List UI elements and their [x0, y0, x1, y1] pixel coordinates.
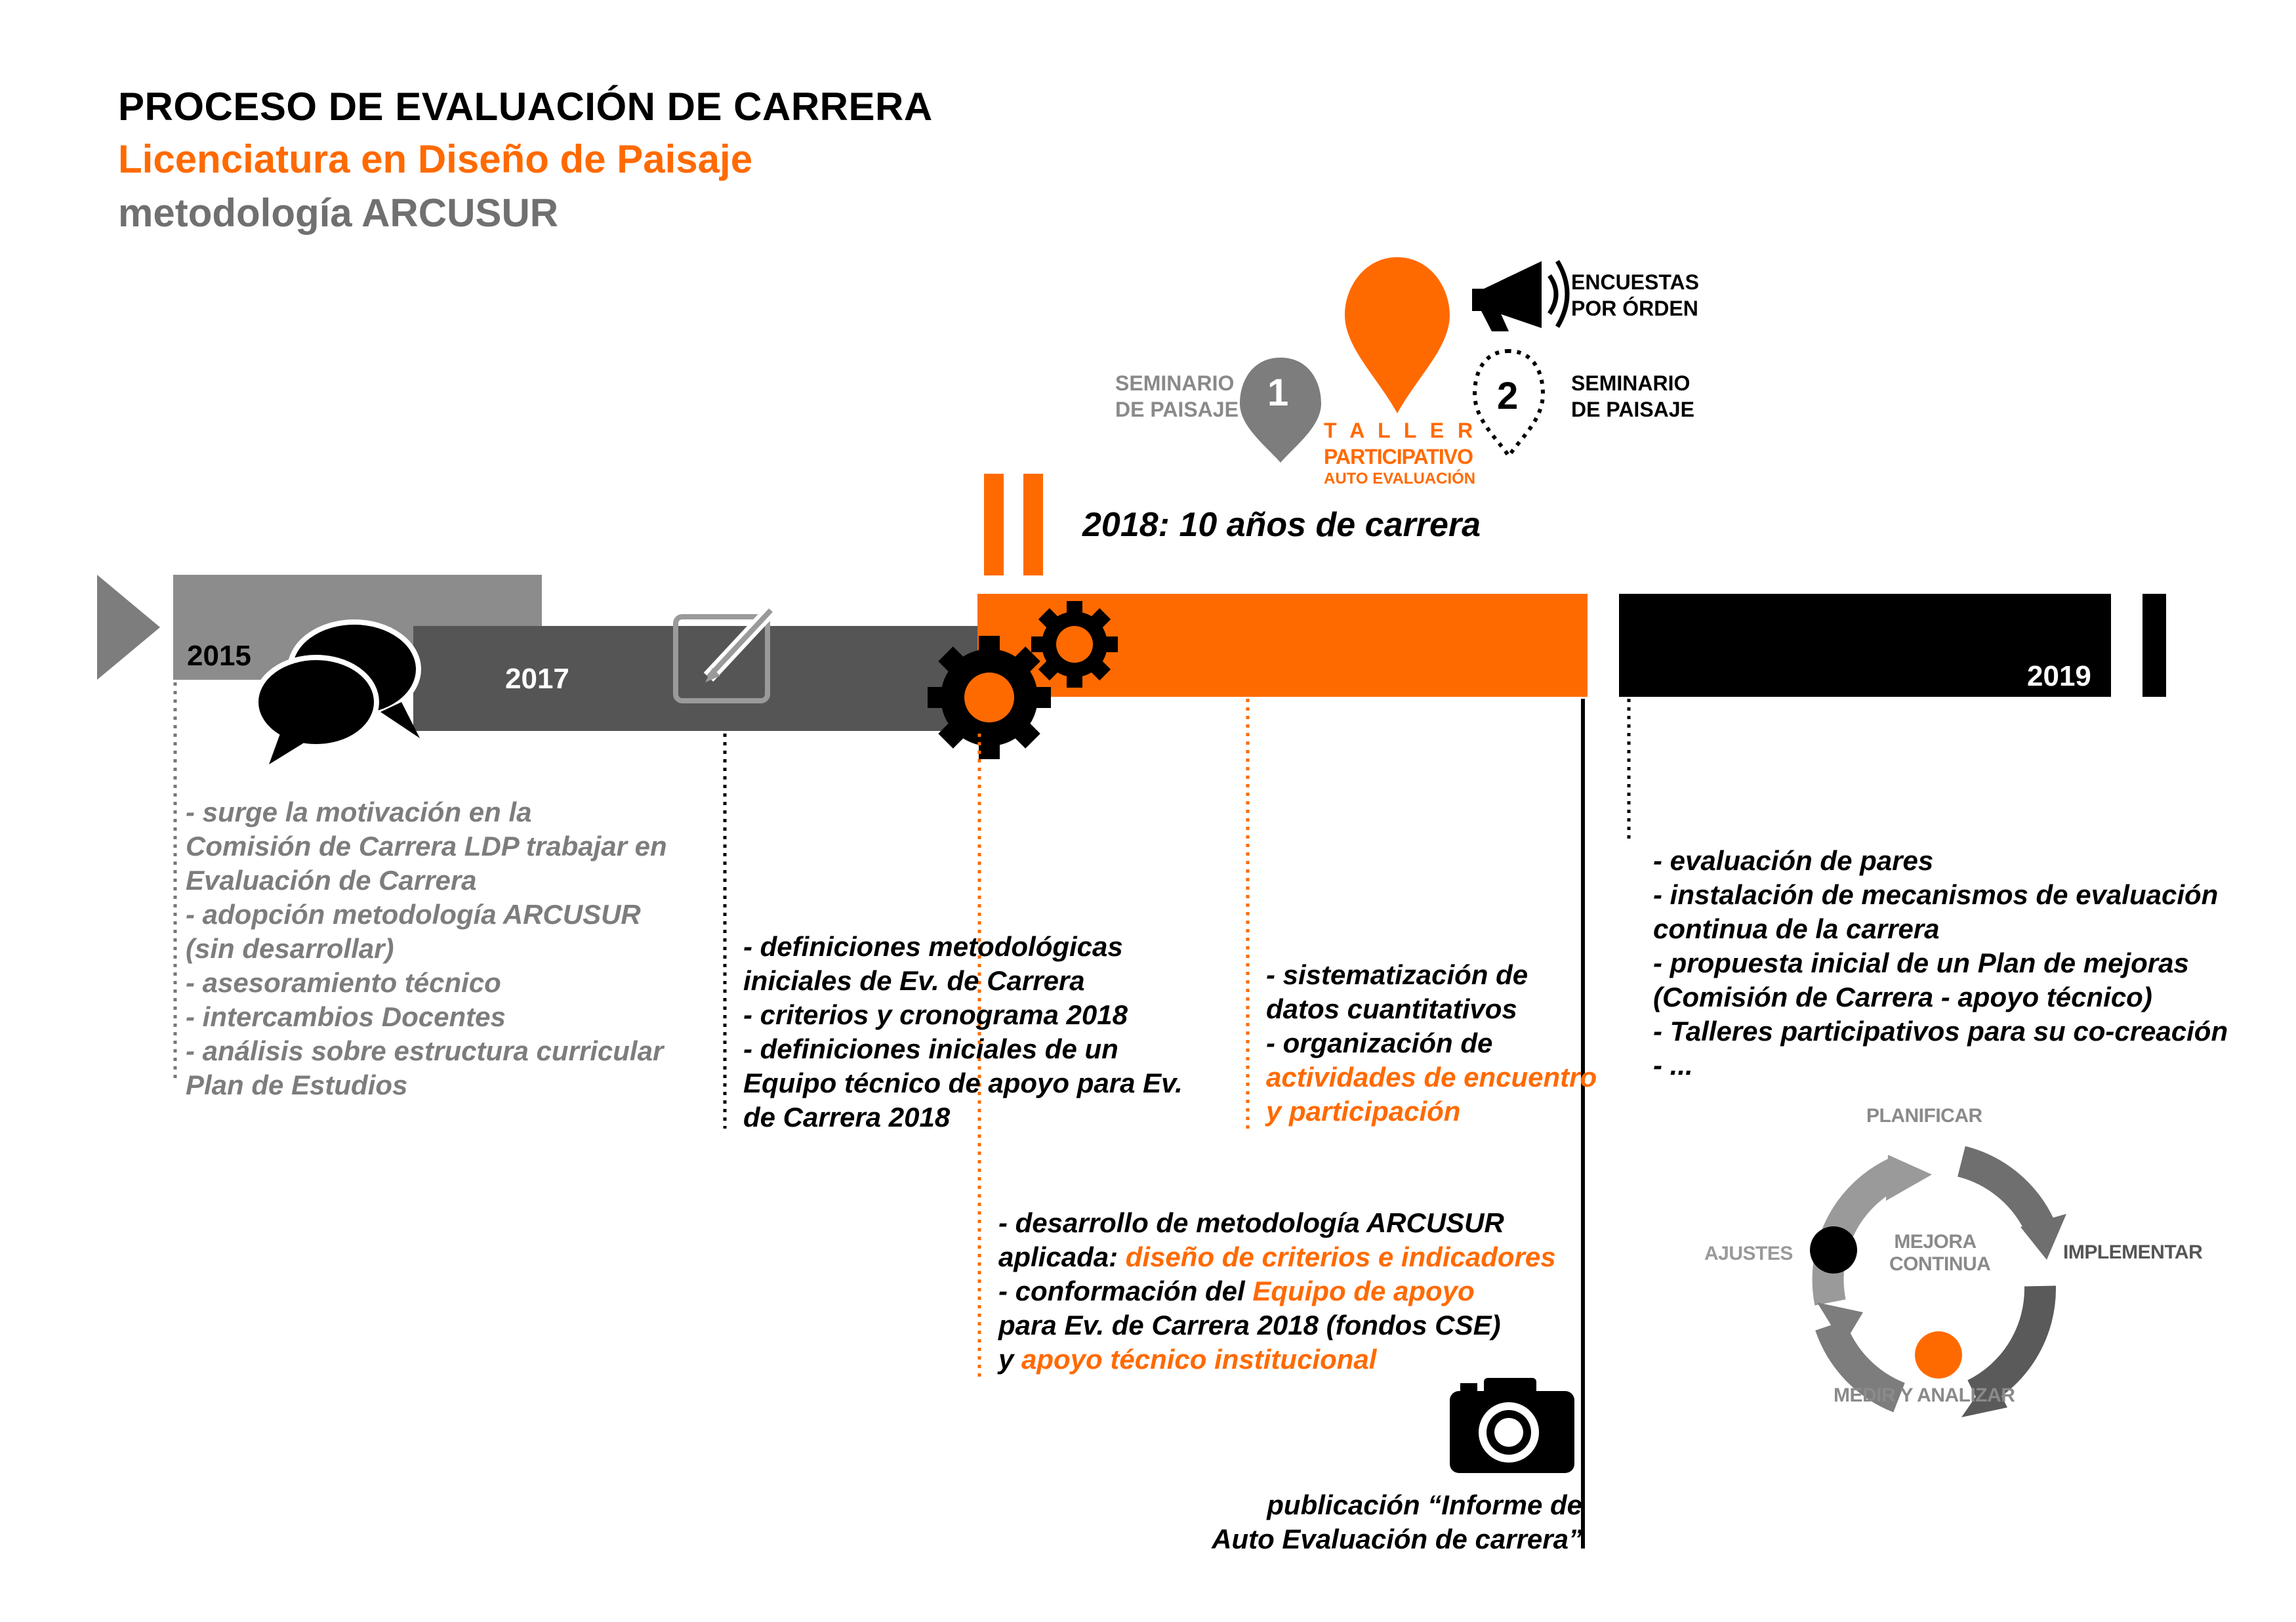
bar-2017	[413, 626, 979, 731]
workshop-subtitle: PARTICIPATIVO	[1324, 445, 1473, 468]
text-block-2018-data: - sistematización de datos cuantitativos - organización de actividades de encuentro y participación	[1266, 959, 1597, 1127]
text-block-2015: - surge la motivación en la Comisión de Carrera LDP trabajar en Evaluación de Carrera - adopción metodología ARCUSUR (sin desarrollar) - asesoramiento técnico - intercambios Docentes - análisis sobre estructura curricular Plan de Estudios	[186, 797, 667, 1100]
cycle-center: MEJORA CONTINUA	[1889, 1231, 1991, 1275]
milestone-bar-left	[984, 474, 1004, 575]
page-title: PROCESO DE EVALUACIÓN DE CARRERA	[118, 85, 933, 129]
cycle-label-right: IMPLEMENTAR	[2063, 1241, 2203, 1263]
workshop-title: T A L L E R	[1324, 419, 1477, 442]
seminar1-label: SEMINARIO DE PAISAJE	[1115, 371, 1239, 421]
milestone-bar-right	[1023, 474, 1043, 575]
cycle-label-bottom: MEDIR Y ANALIZAR	[1834, 1384, 2015, 1406]
bar-2019-end	[2142, 594, 2166, 697]
surveys-label: ENCUESTAS POR ÓRDEN	[1571, 270, 1699, 320]
seminar2-label: SEMINARIO DE PAISAJE	[1571, 371, 1694, 421]
year-2015: 2015	[187, 640, 251, 672]
year-2019: 2019	[2027, 660, 2091, 692]
camera-icon	[1450, 1378, 1574, 1473]
text-block-2018-method: - desarrollo de metodología ARCUSUR aplicada: diseño de criterios e indicadores - conformación del Equipo de apoyo para Ev. de Carrera 2018 (fondos CSE) y apoyo técnico institucional	[998, 1207, 1556, 1375]
megaphone-icon	[1472, 261, 1567, 331]
methodology-label: metodología ARCUSUR	[118, 191, 559, 235]
milestone-label: 2018: 10 años de carrera	[1082, 506, 1481, 544]
page-subtitle: Licenciatura en Diseño de Paisaje	[118, 137, 753, 181]
cycle-label-top: PLANIFICAR	[1866, 1105, 1982, 1127]
map-pin-icon	[1345, 257, 1450, 413]
seminar2-number: 2	[1497, 375, 1519, 417]
cycle-label-left: AJUSTES	[1704, 1243, 1793, 1264]
seminar1-number: 1	[1267, 371, 1289, 414]
play-arrow-icon	[97, 575, 160, 680]
cycle-arrows-icon	[1810, 1155, 2066, 1417]
workshop-detail: AUTO EVALUACIÓN	[1324, 470, 1476, 488]
publication-text: publicación “Informe de Auto Evaluación de carrera”	[1212, 1489, 1582, 1554]
year-2017: 2017	[505, 663, 569, 695]
text-block-2017: - definiciones metodológicas iniciales de Ev. de Carrera - criterios y cronograma 2018 - definiciones iniciales de un Equipo técnico de apoyo para Ev. de Carrera 2018	[743, 931, 1183, 1133]
text-block-2019: - evaluación de pares - instalación de mecanismos de evaluación continua de la carrera - propuesta inicial de un Plan de mejoras (Comisión de Carrera - apoyo técnico) - Talleres participativos para su co-creación - ...	[1653, 845, 2228, 1081]
